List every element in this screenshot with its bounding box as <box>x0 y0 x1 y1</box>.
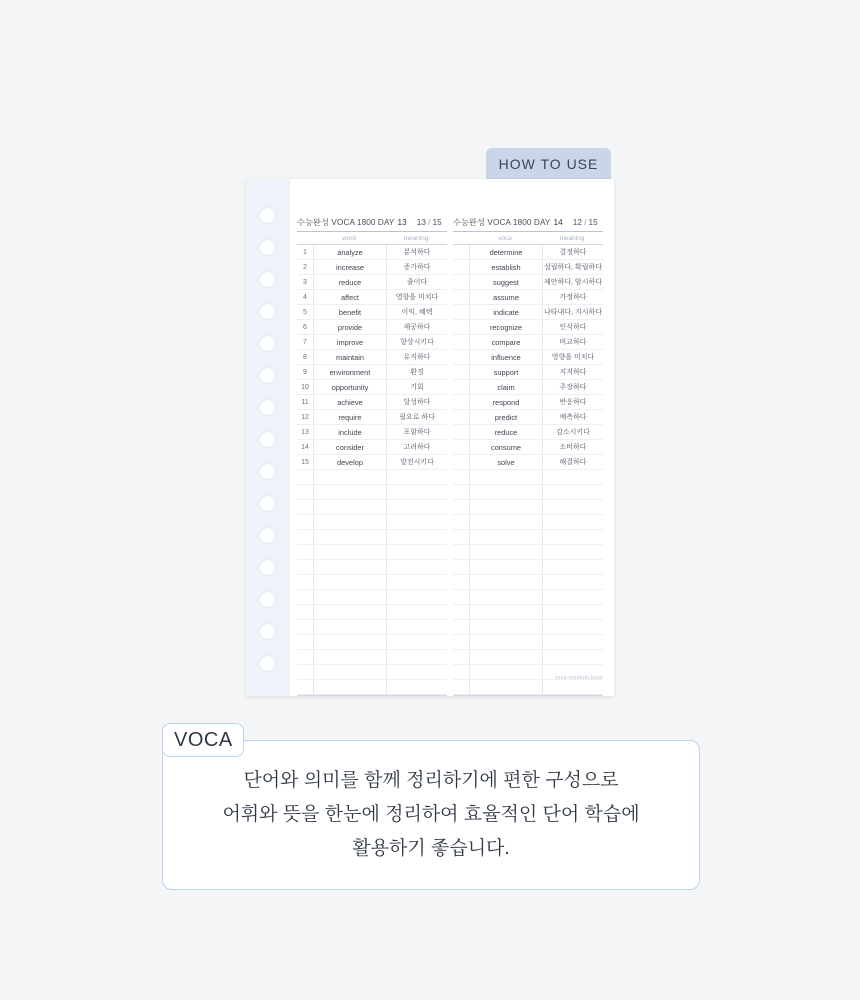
row-meaning: 나타내다, 지시하다 <box>544 309 602 316</box>
row-word <box>313 470 387 484</box>
row-word: reduce <box>313 275 387 289</box>
how-to-use-tab-label: HOW TO USE <box>498 156 599 172</box>
row-word <box>469 635 543 649</box>
sheet-page-current: 12 <box>572 218 583 227</box>
table-row <box>297 335 447 350</box>
table-row <box>453 275 603 290</box>
row-word: indicate <box>469 305 543 319</box>
row-meaning <box>543 500 603 514</box>
row-word <box>313 560 387 574</box>
row-word <box>469 650 543 664</box>
row-meaning: 설립하다, 확립하다 <box>544 264 602 271</box>
row-meaning <box>387 500 447 514</box>
row-meaning: 기회 <box>410 384 424 391</box>
binder-hole <box>259 495 276 512</box>
row-word <box>313 545 387 559</box>
row-word <box>469 545 543 559</box>
sheet-title <box>453 217 603 232</box>
row-word <box>313 485 387 499</box>
column-header-word: voca <box>498 234 512 242</box>
row-meaning <box>387 635 447 649</box>
row-word: provide <box>313 320 387 334</box>
planner-preview <box>246 179 614 696</box>
sheet-page-slash: / <box>428 218 431 227</box>
row-word: claim <box>469 380 543 394</box>
row-meaning: 달성하다 <box>403 399 431 406</box>
table-row <box>297 650 447 665</box>
row-meaning <box>543 605 603 619</box>
row-meaning: 고려하다 <box>403 444 431 451</box>
table-row <box>453 380 603 395</box>
voca-sheet-left <box>297 217 447 667</box>
table-row <box>453 260 603 275</box>
row-word: consider <box>313 440 387 454</box>
row-word <box>469 560 543 574</box>
binder-hole <box>259 335 276 352</box>
row-word: require <box>313 410 387 424</box>
table-row <box>297 620 447 635</box>
voca-description-line: 어휘와 뜻을 한눈에 정리하여 효율적인 단어 학습에 <box>222 804 640 825</box>
row-word <box>469 575 543 589</box>
row-meaning: 지지하다 <box>559 369 587 376</box>
row-word: benefit <box>313 305 387 319</box>
row-word <box>313 665 387 679</box>
row-word: suggest <box>469 275 543 289</box>
table-row <box>297 635 447 650</box>
row-meaning <box>387 605 447 619</box>
table-row <box>297 575 447 590</box>
row-meaning <box>543 680 603 694</box>
table-row <box>297 365 447 380</box>
voca-label <box>162 723 244 757</box>
row-meaning: 예측하다 <box>559 414 587 421</box>
row-word <box>313 590 387 604</box>
row-meaning: 유지하다 <box>403 354 431 361</box>
table-row <box>297 515 447 530</box>
table-row <box>297 260 447 275</box>
row-meaning <box>543 515 603 529</box>
sheet-column-header <box>453 232 603 245</box>
row-meaning: 소비하다 <box>559 444 587 451</box>
row-word <box>469 485 543 499</box>
row-word: maintain <box>313 350 387 364</box>
sheet-rows <box>297 245 447 696</box>
row-word <box>469 605 543 619</box>
row-number: 9 <box>303 368 307 376</box>
row-meaning: 감소시키다 <box>556 429 590 436</box>
row-word: environment <box>313 365 387 379</box>
row-number: 7 <box>303 338 307 346</box>
row-word: analyze <box>313 245 387 259</box>
sheet-title-text: 수능완성 VOCA 1800 DAY <box>453 218 551 227</box>
row-word: predict <box>469 410 543 424</box>
how-to-use-tab[interactable] <box>486 148 611 180</box>
row-word: assume <box>469 290 543 304</box>
table-row <box>453 650 603 665</box>
voca-description-line: 단어와 의미를 함께 정리하기에 편한 구성으로 <box>243 770 619 791</box>
row-number: 14 <box>301 443 309 451</box>
table-row <box>453 350 603 365</box>
table-row <box>453 530 603 545</box>
table-row <box>453 245 603 260</box>
row-meaning: 필요로 하다 <box>399 414 435 421</box>
table-row <box>297 305 447 320</box>
row-word: opportunity <box>313 380 387 394</box>
binder-strip <box>246 179 290 696</box>
voca-label-text: VOCA <box>174 728 233 751</box>
table-row <box>453 500 603 515</box>
sheet-day-number: 13 <box>397 218 407 227</box>
row-meaning: 주장하다 <box>559 384 587 391</box>
row-meaning <box>387 515 447 529</box>
row-meaning <box>387 560 447 574</box>
table-row <box>453 365 603 380</box>
row-meaning <box>543 485 603 499</box>
table-row <box>453 320 603 335</box>
binder-hole <box>259 303 276 320</box>
row-word: achieve <box>313 395 387 409</box>
row-word <box>313 680 387 694</box>
row-number: 1 <box>303 248 307 256</box>
row-meaning: 영향을 미치다 <box>395 294 439 301</box>
table-row <box>297 680 447 695</box>
row-meaning <box>543 560 603 574</box>
row-word <box>313 605 387 619</box>
row-word <box>469 530 543 544</box>
row-meaning: 인식하다 <box>559 324 587 331</box>
table-row <box>297 245 447 260</box>
voca-description-line: 활용하기 좋습니다. <box>352 838 510 859</box>
table-row <box>453 560 603 575</box>
row-word: establish <box>469 260 543 274</box>
row-number: 11 <box>301 398 309 406</box>
row-word <box>313 620 387 634</box>
row-meaning: 반응하다 <box>559 399 587 406</box>
column-header-meaning: meaning <box>559 234 585 242</box>
table-row <box>453 590 603 605</box>
binder-hole <box>259 591 276 608</box>
row-meaning <box>387 650 447 664</box>
row-number: 15 <box>301 458 309 466</box>
row-meaning: 포함하다 <box>403 429 431 436</box>
row-meaning: 향상시키다 <box>400 339 434 346</box>
row-number: 2 <box>303 263 307 271</box>
table-row <box>453 410 603 425</box>
sheet-rows <box>453 245 603 696</box>
row-meaning: 이익, 혜택 <box>401 309 433 316</box>
sheet-page-total: 15 <box>588 218 598 227</box>
row-meaning: 환경 <box>410 369 424 376</box>
binder-hole <box>259 623 276 640</box>
row-number: 10 <box>301 383 309 391</box>
binder-hole <box>259 367 276 384</box>
table-row <box>297 500 447 515</box>
table-row <box>453 290 603 305</box>
binder-hole <box>259 207 276 224</box>
binder-hole <box>259 271 276 288</box>
row-number: 12 <box>301 413 309 421</box>
table-row <box>453 470 603 485</box>
row-meaning <box>543 620 603 634</box>
binder-hole <box>259 463 276 480</box>
table-row <box>297 470 447 485</box>
voca-sheet-right <box>453 217 603 681</box>
row-meaning: 발전시키다 <box>400 459 434 466</box>
row-word <box>469 515 543 529</box>
row-word <box>469 500 543 514</box>
row-meaning <box>387 470 447 484</box>
table-row <box>453 455 603 470</box>
sheet-column-header <box>297 232 447 245</box>
row-meaning <box>543 590 603 604</box>
table-row <box>453 395 603 410</box>
table-row <box>297 290 447 305</box>
table-row <box>453 635 603 650</box>
table-row <box>297 425 447 440</box>
table-row <box>453 485 603 500</box>
table-row <box>453 515 603 530</box>
table-row <box>453 575 603 590</box>
row-number: 13 <box>301 428 309 436</box>
table-row <box>297 590 447 605</box>
row-word: determine <box>469 245 543 259</box>
row-word: include <box>313 425 387 439</box>
row-meaning: 증가하다 <box>403 264 431 271</box>
table-row <box>453 335 603 350</box>
row-word <box>469 470 543 484</box>
row-meaning <box>543 545 603 559</box>
row-word: influence <box>469 350 543 364</box>
table-row <box>297 485 447 500</box>
table-row <box>453 305 603 320</box>
table-row <box>297 605 447 620</box>
row-word <box>313 515 387 529</box>
table-row <box>297 410 447 425</box>
row-word: compare <box>469 335 543 349</box>
row-word <box>469 590 543 604</box>
binder-hole <box>259 399 276 416</box>
row-meaning: 가정하다 <box>559 294 587 301</box>
row-meaning <box>387 530 447 544</box>
row-word: increase <box>313 260 387 274</box>
row-word: solve <box>469 455 543 469</box>
row-meaning <box>387 485 447 499</box>
binder-hole <box>259 431 276 448</box>
table-row <box>297 395 447 410</box>
row-meaning: 제안하다, 암시하다 <box>544 279 602 286</box>
binder-hole <box>259 239 276 256</box>
row-meaning <box>543 530 603 544</box>
planner-paper <box>290 179 614 696</box>
table-row <box>453 680 603 695</box>
row-word: respond <box>469 395 543 409</box>
row-number: 3 <box>303 278 307 286</box>
sheet-footer-note: voca-medium.local <box>554 675 603 681</box>
table-row <box>297 665 447 680</box>
table-row <box>297 275 447 290</box>
binder-hole <box>259 527 276 544</box>
sheet-page-total: 15 <box>432 218 442 227</box>
row-word: develop <box>313 455 387 469</box>
row-meaning <box>387 680 447 694</box>
row-meaning <box>387 545 447 559</box>
row-number: 8 <box>303 353 307 361</box>
sheet-title-text: 수능완성 VOCA 1800 DAY <box>297 218 395 227</box>
table-row <box>453 545 603 560</box>
row-word <box>469 665 543 679</box>
row-word <box>313 635 387 649</box>
table-row <box>297 560 447 575</box>
sheet-day-number: 14 <box>553 218 563 227</box>
row-meaning: 분석하다 <box>403 249 431 256</box>
table-row <box>297 320 447 335</box>
row-meaning: 제공하다 <box>403 324 431 331</box>
row-meaning <box>387 575 447 589</box>
row-word: affect <box>313 290 387 304</box>
row-meaning: 줄이다 <box>406 279 428 286</box>
row-word: support <box>469 365 543 379</box>
table-row <box>297 530 447 545</box>
row-word <box>313 575 387 589</box>
row-word <box>313 500 387 514</box>
row-meaning <box>543 575 603 589</box>
row-meaning <box>387 590 447 604</box>
row-meaning: 해결하다 <box>559 459 587 466</box>
row-meaning <box>543 635 603 649</box>
table-row <box>297 455 447 470</box>
row-word <box>469 680 543 694</box>
voca-description-box <box>162 740 700 890</box>
row-meaning <box>387 665 447 679</box>
row-number: 6 <box>303 323 307 331</box>
row-word <box>313 530 387 544</box>
table-row <box>453 620 603 635</box>
row-word <box>469 620 543 634</box>
column-header-meaning: meaning <box>403 234 429 242</box>
sheet-title <box>297 217 447 232</box>
row-meaning: 결정하다 <box>559 249 587 256</box>
sheet-page-slash: / <box>584 218 587 227</box>
sheet-page-current: 13 <box>416 218 427 227</box>
row-number: 4 <box>303 293 307 301</box>
row-number: 5 <box>303 308 307 316</box>
row-word: consume <box>469 440 543 454</box>
table-row <box>297 350 447 365</box>
row-meaning: 영향을 미치다 <box>551 354 595 361</box>
table-row <box>453 440 603 455</box>
row-meaning: 비교하다 <box>559 339 587 346</box>
row-word <box>313 650 387 664</box>
table-row <box>453 425 603 440</box>
row-meaning <box>543 650 603 664</box>
row-meaning <box>543 470 603 484</box>
binder-hole <box>259 655 276 672</box>
column-header-word: word <box>342 234 356 242</box>
row-word: recognize <box>469 320 543 334</box>
table-row <box>297 380 447 395</box>
table-row <box>453 605 603 620</box>
binder-hole <box>259 559 276 576</box>
table-row <box>297 440 447 455</box>
row-word: improve <box>313 335 387 349</box>
row-word: reduce <box>469 425 543 439</box>
row-meaning <box>387 620 447 634</box>
table-row <box>297 545 447 560</box>
